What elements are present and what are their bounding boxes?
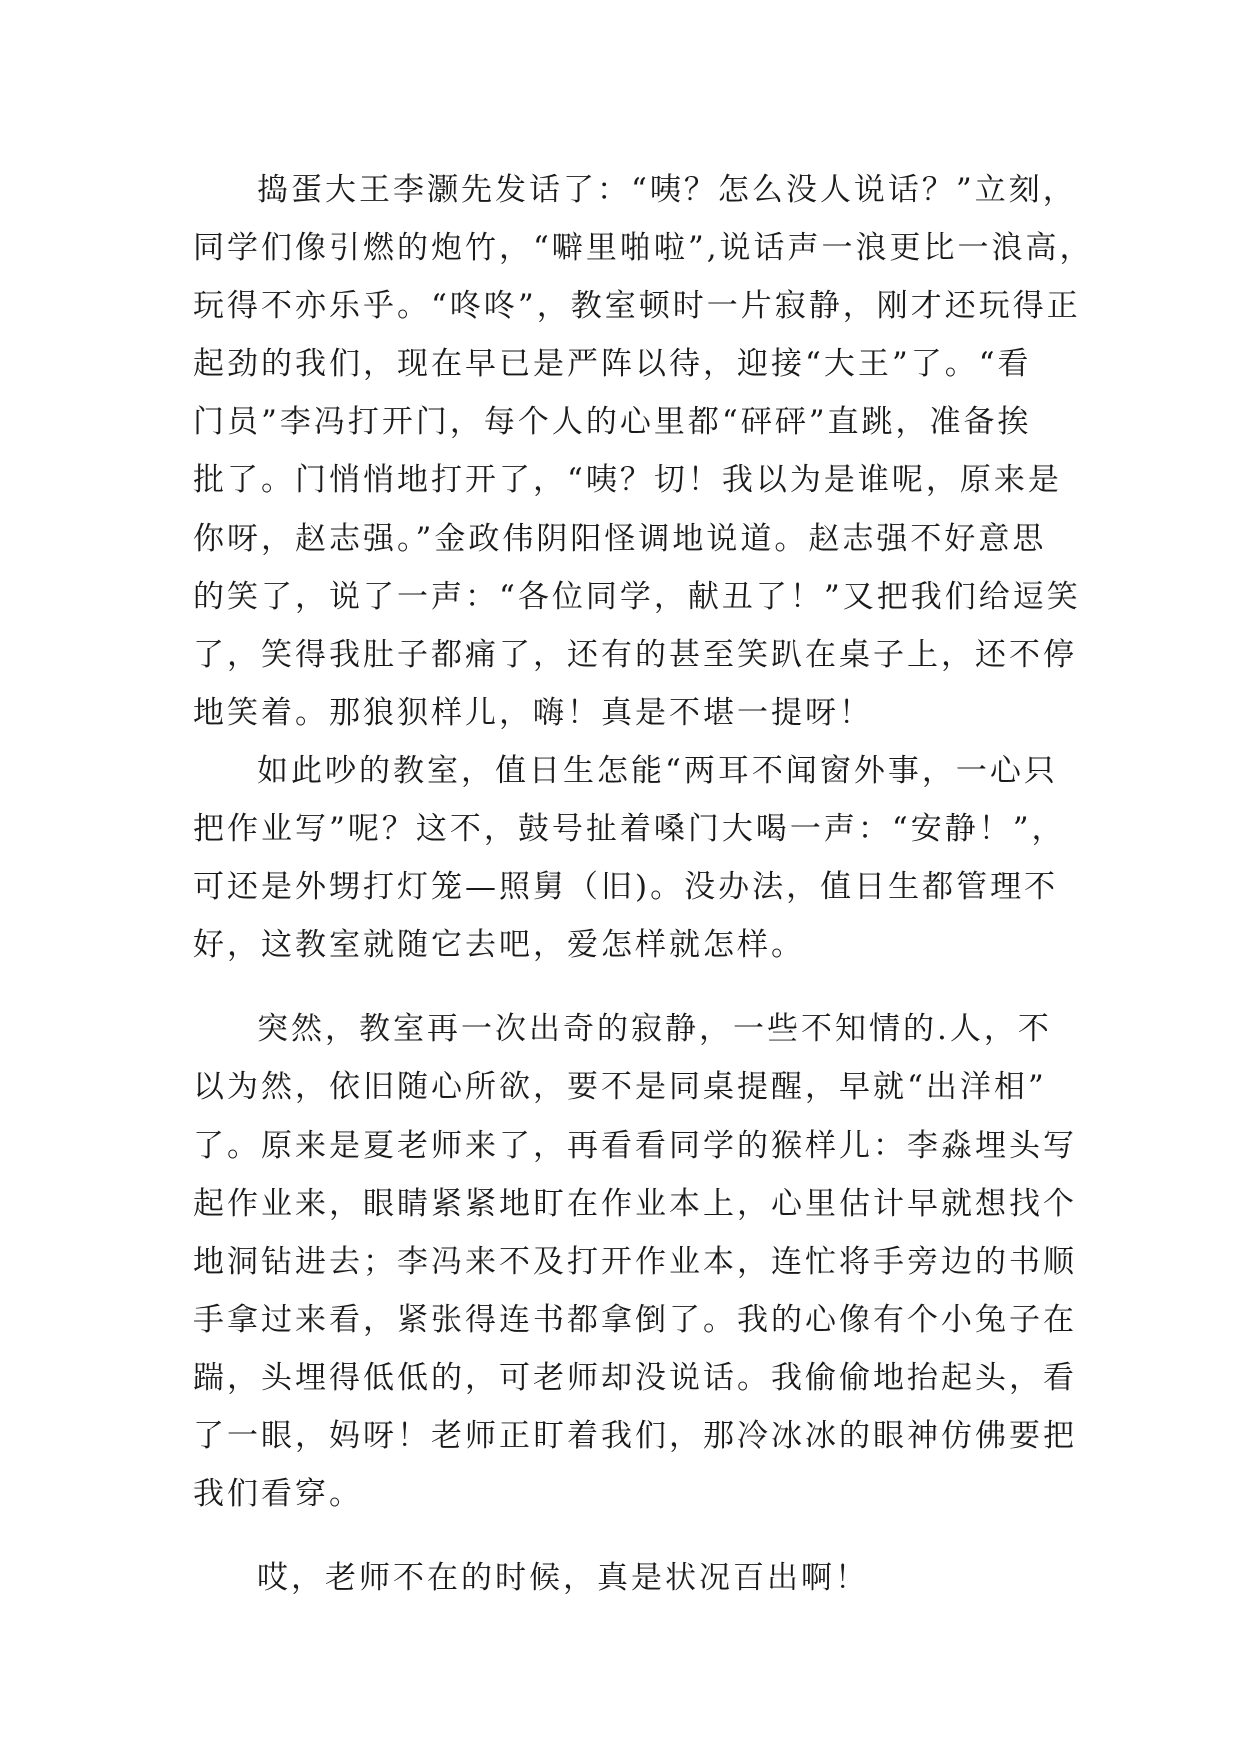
paragraph-1-line-10: 地笑着。那狼狈样儿，嗨！真是不堪一提呀！ [193, 694, 873, 731]
paragraph-3-line-2: 以为然，依旧随心所欲，要不是同桌提醒，早就“出洋相” [193, 1069, 1047, 1106]
paragraph-gap [193, 1523, 1073, 1549]
paragraph-2-line-1: 如此吵的教室，值日生怎能“两耳不闻窗外事，一心只 [257, 752, 1058, 789]
paragraph-3-line-8: 了一眼，妈呀！老师正盯着我们，那冷冰冰的眼神仿佛要把 [193, 1417, 1077, 1454]
paragraph-1-line-3: 玩得不亦乐乎。“咚咚”，教室顿时一片寂静，刚才还玩得正 [193, 288, 1081, 325]
paragraph-3-line-3: 了。原来是夏老师来了，再看看同学的猴样儿：李淼埋头写 [193, 1127, 1077, 1164]
paragraph-3-line-7: 踹，头埋得低低的，可老师却没说话。我偷偷地抬起头，看 [193, 1359, 1077, 1396]
paragraph-3-line-4: 起作业来，眼睛紧紧地盯在作业本上，心里估计早就想找个 [193, 1185, 1077, 1222]
paragraph-3-line-9: 我们看穿。 [193, 1476, 363, 1513]
paragraph-gap [193, 974, 1073, 1000]
paragraph-2-line-2: 把作业写”呢？这不，鼓号扯着嗓门大喝一声：“安静！”， [193, 811, 1066, 848]
paragraph-1-line-9: 了，笑得我肚子都痛了，还有的甚至笑趴在桌子上，还不停 [193, 636, 1077, 673]
paragraph-3-line-1: 突然，教室再一次出奇的寂静，一些不知情的.人，不 [257, 1011, 1052, 1048]
paragraph-1-line-7: 你呀，赵志强。”金政伟阴阳怪调地说道。赵志强不好意思 [193, 520, 1047, 557]
paragraph-2-line-4: 好，这教室就随它去吧，爱怎样就怎样。 [193, 927, 805, 964]
paragraph-1-line-5: 门员”李冯打开门，每个人的心里都“砰砰”直跳，准备挨 [193, 404, 1032, 441]
paragraph-2-line-3: 可还是外甥打灯笼—照舅（旧)。没办法，值日生都管理不 [193, 869, 1059, 906]
paragraph-1-line-8: 的笑了，说了一声：“各位同学，献丑了！”又把我们给逗笑 [193, 578, 1081, 615]
paragraph-1-line-2: 同学们像引燃的炮竹，“噼里啪啦”,说话声一浪更比一浪高， [193, 230, 1094, 267]
paragraph-4-line-1: 哎，老师不在的时候，真是状况百出啊！ [257, 1560, 869, 1597]
paragraph-1-line-4: 起劲的我们，现在早已是严阵以待，迎接“大王”了。“看 [193, 346, 1032, 383]
paragraph-1-line-6: 批了。门悄悄地打开了，“咦？切！我以为是谁呢，原来是 [193, 462, 1062, 499]
paragraph-3-line-5: 地洞钻进去；李冯来不及打开作业本，连忙将手旁边的书顺 [193, 1243, 1077, 1280]
paragraph-1-line-1: 捣蛋大王李灏先发话了：“咦？怎么没人说话？”立刻， [257, 172, 1077, 208]
paragraph-3-line-6: 手拿过来看，紧张得连书都拿倒了。我的心像有个小兔子在 [193, 1301, 1077, 1338]
essay-body [193, 161, 1094, 1607]
